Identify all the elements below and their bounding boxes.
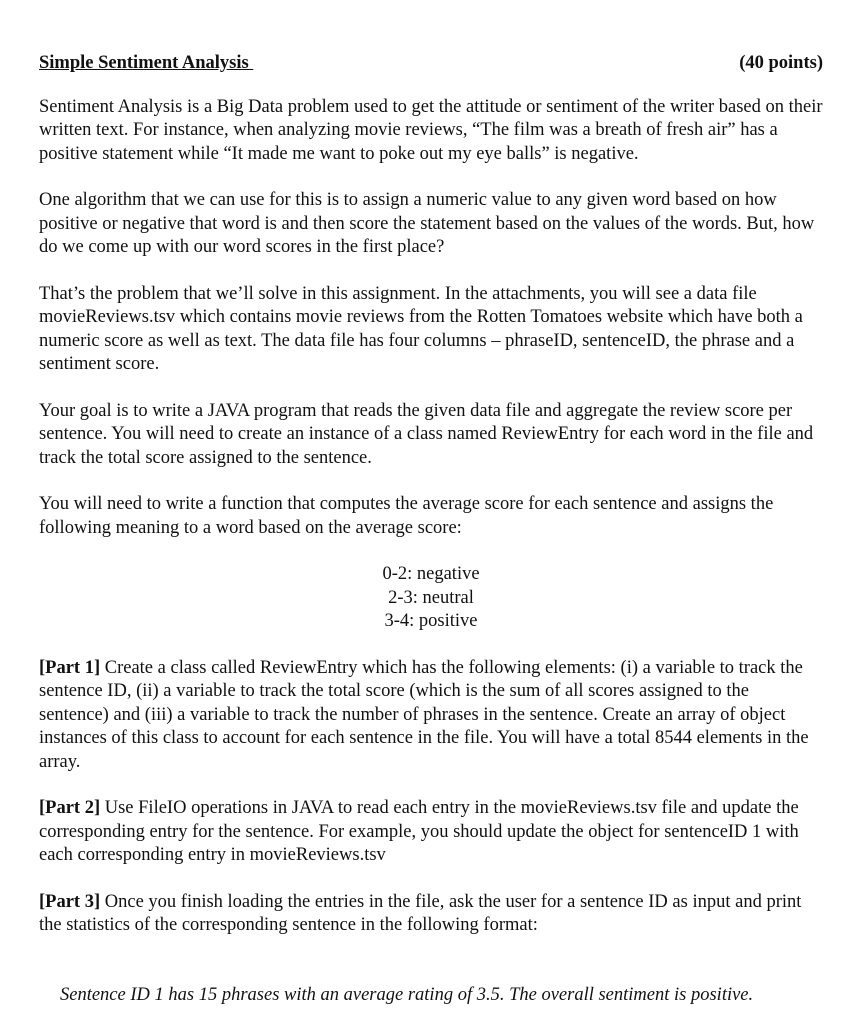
- part-3-text: Once you finish loading the entries in the file, ask the user for a sentence ID as input and print the statistics of the corresponding sentence in the following format:: [39, 891, 802, 935]
- part-2-label: [Part 2]: [39, 798, 101, 818]
- header-row: [39, 52, 823, 76]
- range-positive: 3-4: positive: [384, 611, 478, 631]
- points-label: (40 points): [739, 53, 823, 73]
- range-negative: 0-2: negative: [382, 564, 480, 584]
- part-2-paragraph: [39, 797, 823, 868]
- part-1-text: Create a class called ReviewEntry which has the following elements: (i) a variable to track the sentence ID, (ii) a variable to track the total score (which is the sum of all scores assigned to the sentence) and (iii) a variable to track the number of phrases in the sentence. Create an array of object instances of this class to account for each sentence in the file. You will have a total 8544 elements in the array.: [39, 657, 809, 772]
- function-paragraph: You will need to write a function that computes the average score for each sentence and assigns the following meaning to a word based on the average score:: [39, 494, 774, 538]
- intro-paragraph: Sentiment Analysis is a Big Data problem used to get the attitude or sentiment of the writer based on their written text. For instance, when analyzing movie reviews, “The film was a breath of fresh air” has a positive statement while “It made me want to poke out my eye balls” is negative.: [39, 96, 823, 164]
- part-1-label: [Part 1]: [39, 657, 101, 678]
- problem-paragraph: That’s the problem that we’ll solve in this assignment. In the attachments, you will see a data file movieReviews.tsv which contains movie reviews from the Rotten Tomatoes website which have both a numeric score as well as text. The data file has four columns – phraseID, sentenceID, the phrase and a sentiment score.: [39, 283, 803, 374]
- part-3-paragraph: [39, 891, 823, 938]
- part-3-label: [Part 3]: [39, 891, 101, 912]
- range-neutral: 2-3: neutral: [388, 587, 474, 608]
- document-title: Simple Sentiment Analysis: [39, 53, 254, 73]
- example-output: Sentence ID 1 has 15 phrases with an average rating of 3.5. The overall sentiment is positive.: [60, 985, 754, 1005]
- sentiment-ranges: [39, 563, 823, 634]
- document-page: [39, 52, 823, 961]
- part-2-text: Use FileIO operations in JAVA to read each entry in the movieReviews.tsv file and update the corresponding entry for the sentence. For example, you should update the object for sentenceID 1 with each corresponding entry in movieReviews.tsv: [39, 798, 799, 865]
- algorithm-paragraph: One algorithm that we can use for this is to assign a numeric value to any given word based on how positive or negative that word is and then score the statement based on the values of the words. But, how do we come up with our word scores in the first place?: [39, 190, 815, 257]
- part-1-paragraph: [39, 657, 823, 775]
- goal-paragraph: Your goal is to write a JAVA program that reads the given data file and aggregate the review score per sentence. You will need to create an instance of a class named ReviewEntry for each word in the file and track the total score assigned to the sentence.: [39, 400, 814, 468]
